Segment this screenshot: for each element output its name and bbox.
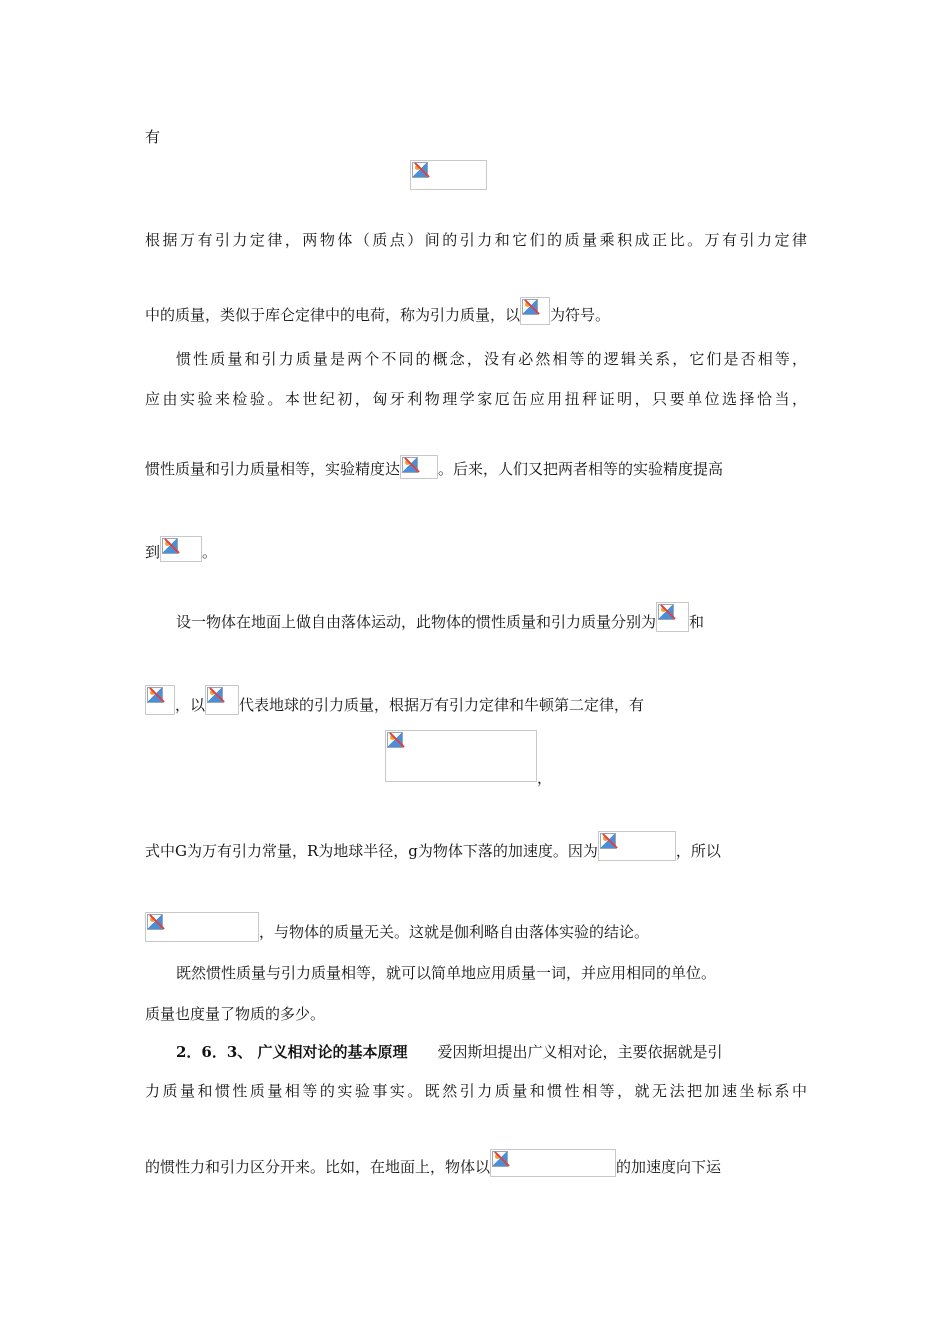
text-line-13: 既然惯性质量与引力质量相等，就可以简单地应用质量一词，并应用相同的单位。 [176,964,717,982]
formula-image-icon [410,160,487,190]
formula-image-icon [205,685,239,715]
text-line-14: 质量也度量了物质的多少。 [145,1005,326,1023]
text-line-7: 到 。 [145,536,217,562]
formula-image-icon [160,536,202,562]
text-line-2: 根据万有引力定律，两物体（质点）间的引力和它们的质量乘积成正比。万有引力定律 [145,231,807,249]
text-line-11: 式中G为万有引力常量，R为地球半径，g为物体下落的加速度。因为 ，所以 [145,831,721,861]
text-line-9: ，以 代表地球的引力质量，根据万有引力定律和牛顿第二定律，有 [145,685,644,715]
formula-image-icon [145,912,259,942]
formula-image-icon [400,455,438,479]
text-line-5: 应由实验来检验。本世纪初，匈牙利物理学家厄缶应用扭秤证明，只要单位选择恰当， [145,390,807,408]
formula-image-icon [520,297,550,325]
text-line-1: 有 [145,128,161,146]
text-line-12: ，与物体的质量无关。这就是伽利略自由落体实验的结论。 [145,912,649,942]
text-line-3: 中的质量，类似于库仑定律中的电荷，称为引力质量，以 为符号。 [145,297,610,325]
formula-image-icon [656,602,689,632]
text-line-10: ， [537,769,553,787]
text-line-4: 惯性质量和引力质量是两个不同的概念，没有必然相等的逻辑关系，它们是否相等， [176,350,807,368]
formula-image-icon [385,730,537,782]
section-heading: 2．6．3、 广义相对论的基本原理 [176,1043,408,1061]
text-line-8: 设一物体在地面上做自由落体运动，此物体的惯性质量和引力质量分别为 和 [176,602,704,632]
text-line-6: 惯性质量和引力质量相等，实验精度达 。后来，人们又把两者相等的实验精度提高 [145,455,723,479]
text-line-16: 力质量和惯性质量相等的实验事实。既然引力质量和惯性相等，就无法把加速坐标系中 [145,1082,807,1100]
formula-image-icon [490,1149,616,1177]
text-line-15: 2．6．3、 广义相对论的基本原理 爱因斯坦提出广义相对论，主要依据就是引 [176,1043,723,1061]
formula-image-icon [598,831,676,861]
formula-image-icon [145,685,175,715]
text-line-17: 的惯性力和引力区分开来。比如，在地面上，物体以 的加速度向下运 [145,1149,721,1177]
